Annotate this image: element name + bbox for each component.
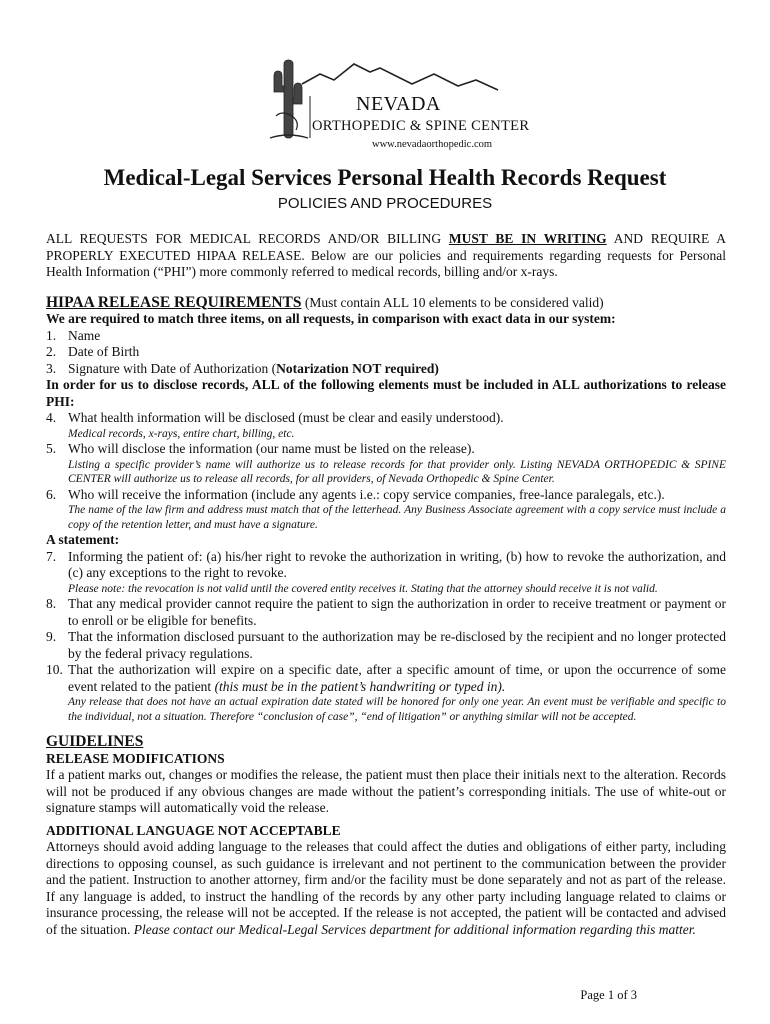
item-number: 6. (46, 486, 57, 502)
item-text: Who will disclose the information (our name must be listed on the release). (68, 441, 475, 456)
document-subtitle: POLICIES AND PROCEDURES (277, 195, 493, 212)
additional-language-heading: ADDITIONAL LANGUAGE NOT ACCEPTABLE (46, 822, 341, 838)
document-body (46, 231, 726, 938)
list-item (46, 487, 726, 533)
item-note: Please note: the revocation is not valid until the covered entity receives it. Stating that the attorney should receive it is not valid. (68, 582, 658, 595)
requirements-list-b (46, 410, 726, 532)
guidelines-heading: GUIDELINES (46, 733, 144, 750)
list-item (46, 328, 726, 345)
requirements-list-c (46, 549, 726, 725)
hipaa-heading: HIPAA RELEASE REQUIREMENTS (46, 293, 302, 311)
item-bold-text: Notarization NOT required) (276, 360, 439, 376)
statement-label: A statement: (46, 532, 120, 547)
item-text: Name (68, 327, 101, 343)
document-title: Medical-Legal Services Personal Health Records Request (103, 165, 667, 190)
item-note: Listing a specific provider’s name will authorize us to release records for that provider only. Listing NEVADA ORTHOPEDIC & SPINE CENTER will authorize us to release all records, for all providers, of Nevada Orthopedic & Spine Center. (68, 458, 726, 485)
item-note: Any release that does not have an actual expiration date stated will be honored for only one year. An event must be verifiable and specific to the individual, not a situation. Therefore “conclusion of case”, “end of litigation” or anything similar will not be accepted. (68, 696, 726, 723)
intro-emphasis: MUST BE IN WRITING (448, 231, 607, 246)
item-number: 10. (46, 662, 63, 677)
page-number: Page 1 of 3 (580, 988, 637, 1002)
item-number: 1. (46, 327, 57, 343)
hipaa-section-heading (46, 295, 726, 312)
organization-website[interactable]: www.nevadaorthopedic.com (372, 139, 493, 150)
item-number: 5. (46, 441, 57, 456)
item-text: Signature with Date of Authorization ( (68, 360, 277, 376)
intro-text-2: AND REQUIRE A PROPERLY EXECUTED HIPAA RELEASE. Below are our policies and requirements regarding requests for Personal Health Information (“PHI”) more commonly referred to medical records, billing and/or x-rays. (46, 231, 726, 279)
additional-language-note: Please contact our Medical-Legal Services department for additional information regarding this matter. (133, 921, 696, 937)
item-text: That any medical provider cannot require the patient to sign the authorization in order to receive treatment or payment or to enroll or be eligible for benefits. (68, 596, 726, 628)
list-item (46, 549, 726, 597)
release-modifications-heading: RELEASE MODIFICATIONS (46, 750, 225, 766)
organization-name: NEVADA (356, 93, 441, 115)
item-number: 7. (46, 548, 57, 564)
list-item (46, 441, 726, 487)
intro-paragraph (46, 231, 726, 281)
item-number: 3. (46, 360, 57, 376)
item-italic-text: (this must be in the patient’s handwriting or typed in). (214, 678, 506, 694)
item-number: 2. (46, 344, 57, 359)
match-intro: We are required to match three items, on all requests, in comparison with exact data in our system: (46, 311, 616, 326)
item-number: 8. (46, 596, 57, 611)
item-text: That the information disclosed pursuant to the authorization may be re-disclosed by the recipient and no longer protected by the federal privacy regulations. (68, 629, 726, 661)
list-item (46, 596, 726, 629)
item-number: 4. (46, 410, 57, 425)
list-item (46, 361, 726, 378)
release-modifications-text: If a patient marks out, changes or modifies the release, the patient must then place their initials next to the alteration. Records will not be produced if any obvious changes are made without the patient’s corresponding initials. The use of white-out or signature stamps will automatically void the release. (46, 767, 726, 815)
disclose-intro: In order for us to disclose records, ALL of the following elements must be included in ALL authorizations to release PHI: (46, 377, 726, 409)
list-item (46, 410, 726, 441)
item-text: What health information will be disclosed (must be clear and easily understood). (68, 410, 504, 425)
item-text: Informing the patient of: (a) his/her right to revoke the authorization in writing, (b) how to revoke the authorization, and (c) any exceptions to the right to revoke. (68, 548, 726, 580)
item-text: That the authorization will expire on a specific date, after a specific amount of time, or upon the occurrence of some event related to the patient (68, 662, 726, 694)
list-item (46, 344, 726, 361)
item-note: Medical records, x-rays, entire chart, billing, etc. (68, 427, 295, 440)
intro-text-1: ALL REQUESTS FOR MEDICAL RECORDS AND/OR BILLING (46, 231, 449, 246)
item-text: Who will receive the information (include any agents i.e.: copy service companies, free-lance paralegals, etc.). (68, 486, 665, 502)
organization-subname: ORTHOPEDIC & SPINE CENTER (312, 118, 530, 134)
item-number: 9. (46, 629, 57, 644)
list-item (46, 662, 726, 724)
item-note: The name of the law firm and address must match that of the letterhead. Any Business Associate agreement with a copy service must include a copy of the retention letter, and must have a signature. (68, 504, 726, 531)
additional-language-text: Attorneys should avoid adding language to the releases that could affect the duties and obligations of either party, including directions to opposing counsel, as such guidance is irrelevant and not pertinent to the communication between the provider and the patient. Instruction to another attorney, firm and/or the facility must be done separately and not as part of the release. If any language is added, to instruct the handling of the records by any other party including language related to claims or insurance processing, the release will not be accepted. If the release is not accepted, the patient will be contacted and advised of the situation. (46, 839, 726, 937)
requirements-list-a (46, 328, 726, 378)
list-item (46, 629, 726, 662)
item-text: Date of Birth (68, 344, 140, 359)
additional-language-paragraph (46, 839, 726, 938)
hipaa-heading-note: (Must contain ALL 10 elements to be considered valid) (301, 294, 604, 310)
